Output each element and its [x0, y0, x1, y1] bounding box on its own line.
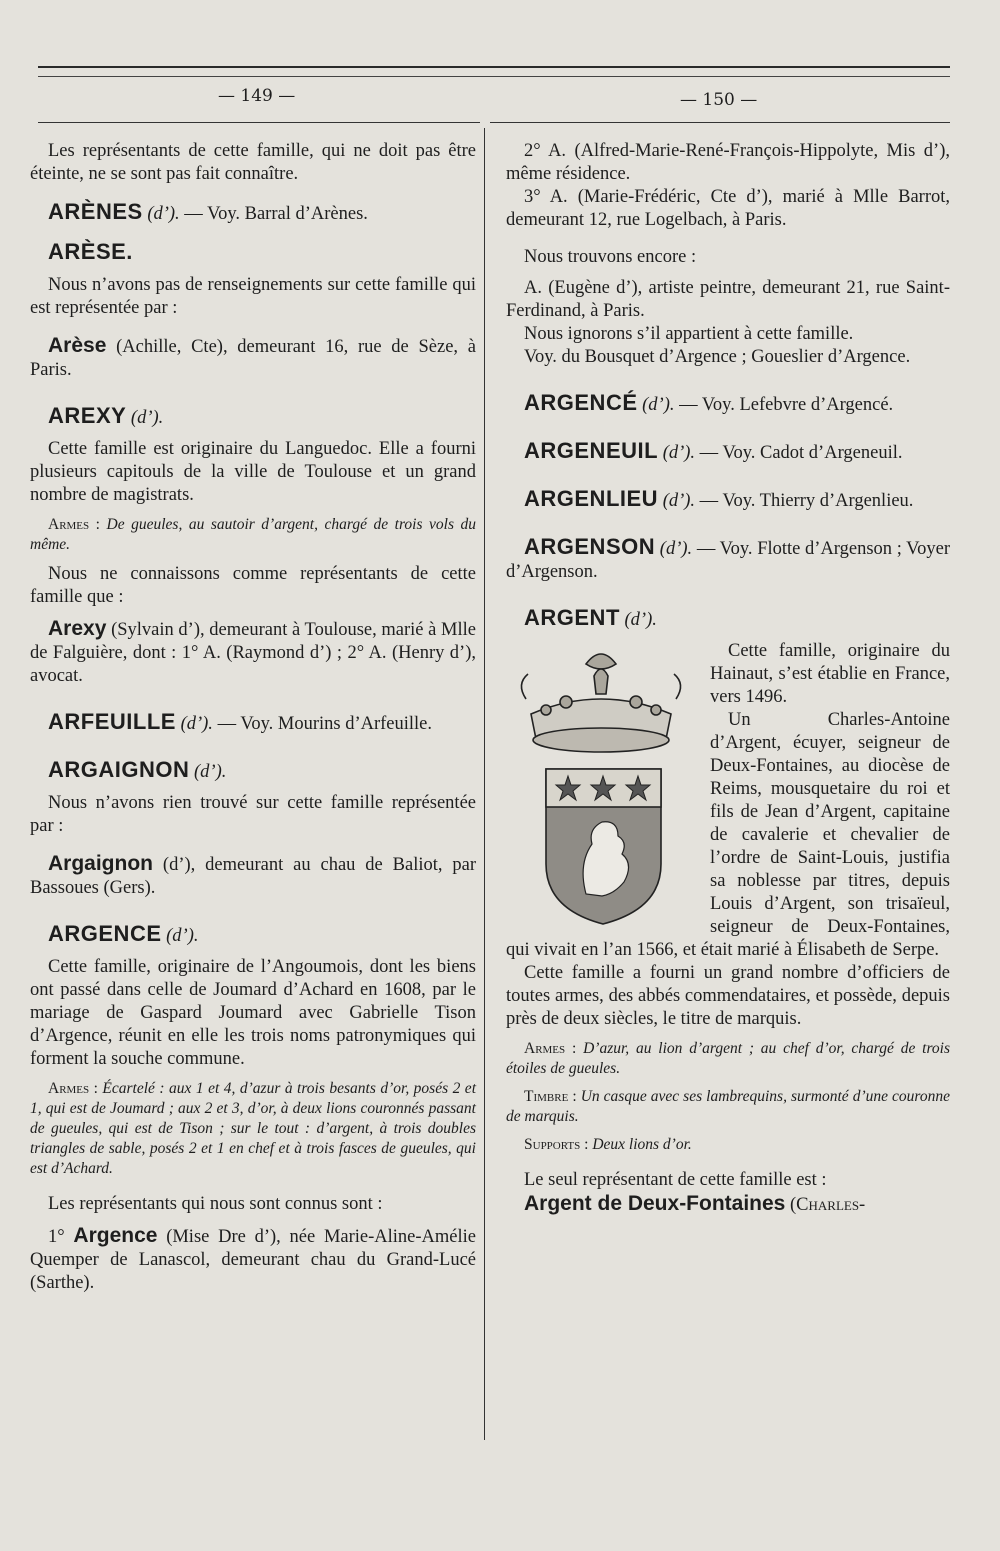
entry-heading: ARGENCÉ: [524, 390, 638, 415]
entry-argent: ARGENT (d’).: [524, 605, 657, 630]
paragraph: Cette famille est originaire du Languedoc. Elle a fourni plusieurs capitouls de la ville de Toulouse et un grand nombre de magistrats.: [30, 439, 476, 505]
paragraph: Les représentants qui nous sont connus sont :: [48, 1194, 383, 1214]
representative-name: Argence: [73, 1224, 158, 1247]
entry-argenlieu: ARGENLIEU (d’). — Voy. Thierry d’Argenlieu.: [524, 486, 914, 511]
representative-name: Argent de Deux-Fontaines: [524, 1192, 786, 1215]
entry-heading: ARÈNES: [48, 199, 143, 224]
page-number-left: — 149 —: [218, 86, 296, 106]
entry-argence-accent: ARGENCÉ (d’). — Voy. Lefebvre d’Argencé.: [524, 390, 894, 415]
paragraph: Cette famille, originaire du Hainaut, s’est établie en France, vers 1496.: [710, 641, 950, 707]
representative: 3° A. (Marie-Frédéric, Cte d’), marié à Mlle Barrot, demeurant 12, rue Logelbach, à Paris.: [506, 187, 950, 230]
entry-arfeuille: ARFEUILLE (d’). — Voy. Mourins d’Arfeuille.: [48, 709, 433, 734]
entry-heading: ARGENLIEU: [524, 486, 659, 511]
armes: Armes : Écartelé : aux 1 et 4, d’azur à trois besants d’or, posés 2 et 1, qui est de Joumard ; aux 2 et 3, d’or, à deux lions couronnés passant de gueules, qui est de Tison ; sur le tout : d’argent, à trois doubles triangles de sable, posés 2 et 1 en chef et à trois fasces de gueules, qui est d’Achard.: [30, 1080, 476, 1177]
representative: Argaignon (d’), demeurant au chau de Baliot, par Bassoues (Gers).: [30, 852, 477, 898]
armes: Armes : D’azur, au lion d’argent ; au chef d’or, chargé de trois étoiles de gueules.: [506, 1040, 950, 1077]
entry-arexy: AREXY (d’).: [48, 403, 164, 428]
paragraph: Nous trouvons encore :: [524, 247, 697, 267]
representative-name: Argaignon: [48, 852, 153, 875]
representative: 2° A. (Alfred-Marie-René-François-Hippolyte, Mis d’), même résidence.: [506, 141, 950, 184]
crown-icon: [521, 654, 680, 752]
entry-argence: ARGENCE (d’).: [48, 921, 199, 946]
page-number-right: — 150 —: [680, 90, 758, 110]
header-rule-right: [490, 122, 950, 123]
entry-arese: [30, 240, 476, 266]
cross-reference: Voy. du Bousquet d’Argence ; Goueslier d’Argence.: [524, 347, 911, 367]
entry-heading: ARGENT: [524, 605, 620, 630]
paragraph: Nous n’avons rien trouvé sur cette famille représentée par :: [30, 793, 476, 836]
crest-svg: [506, 644, 696, 932]
intro-paragraph: Les représentants de cette famille, qui ne doit pas être éteinte, ne se sont pas fait connaître.: [30, 141, 476, 184]
paragraph: Un Charles-Antoine d’Argent, écuyer, seigneur de Deux-Fontaines, au diocèse de Reims, mousquetaire du roi et fils de Jean d’Argent, capitaine de cavalerie et chevalier de l’ordre de Saint-Louis, justifia sa noblesse par titres, depuis Louis d’Argent, son trisaïeul, seigneur de Deux-Fontaines, qui vivait en l’an 1566, et était marié à Élisabeth de Serpe.: [506, 710, 950, 960]
armes: Armes : De gueules, au sautoir d’argent, chargé de trois vols du même.: [30, 516, 476, 553]
timbre: Timbre : Un casque avec ses lambrequins, surmonté d’une couronne de marquis.: [506, 1088, 951, 1125]
paragraph: Nous n’avons pas de renseignements sur cette famille qui est représentée par :: [30, 275, 476, 318]
entry-heading: AREXY: [48, 403, 127, 428]
representative: Arexy (Sylvain d’), demeurant à Toulouse, marié à Mlle de Falguière, dont : 1° A. (Raymond d’) ; 2° A. (Henry d’), avocat.: [30, 617, 476, 686]
entry-heading: ARGENSON: [524, 534, 656, 559]
supports: Supports : Deux lions d’or.: [524, 1136, 692, 1153]
entry-heading: ARGAIGNON: [48, 757, 190, 782]
entry-heading: ARFEUILLE: [48, 709, 176, 734]
representative: A. (Eugène d’), artiste peintre, demeurant 21, rue Saint-Ferdinand, à Paris.: [506, 278, 950, 321]
representative: 1° Argence (Mise Dre d’), née Marie-Aline-Amélie Quemper de Lanascol, demeurant chau du Grand-Lucé (Sarthe).: [30, 1224, 476, 1293]
paragraph: Nous ne connaissons comme représentants de cette famille que :: [30, 564, 476, 607]
entry-argeneuil: ARGENEUIL (d’). — Voy. Cadot d’Argeneuil.: [524, 438, 903, 463]
entry-heading: ARGENEUIL: [524, 438, 659, 463]
entry-argaignon: ARGAIGNON (d’).: [48, 757, 227, 782]
entry-argenson: ARGENSON (d’). — Voy. Flotte d’Argenson ; Voyer d’Argenson.: [506, 534, 951, 582]
column-divider: [484, 128, 485, 1440]
top-rule-inner: [38, 76, 950, 77]
paragraph: Cette famille, originaire de l’Angoumois, dont les biens ont passé dans celle de Joumard d’Achard en 1608, par le mariage de Gaspard Joumard avec Gabrielle Tison d’Argence, réunit en elle les trois noms patronymiques qui forment la souche commune.: [30, 957, 476, 1069]
entry-heading: ARGENCE: [48, 921, 162, 946]
representative: Arèse (Achille, Cte), demeurant 16, rue de Sèze, à Paris.: [30, 334, 476, 380]
paragraph: Le seul représentant de cette famille est :: [524, 1170, 827, 1190]
left-column: [30, 140, 476, 1295]
coat-of-arms-illustration: [506, 644, 696, 932]
representative-name: Arexy: [48, 617, 107, 640]
shield-icon: [546, 769, 661, 924]
header-rule-left: [38, 122, 480, 123]
right-column: [506, 140, 950, 1217]
representative-name: Arèse: [48, 334, 107, 357]
entry-heading: ARÈSE.: [48, 239, 133, 264]
paragraph: Nous ignorons s’il appartient à cette famille.: [524, 324, 854, 344]
paragraph: Cette famille a fourni un grand nombre d’officiers de toutes armes, des abbés commendataires, et possède, depuis près de deux siècles, le titre de marquis.: [506, 963, 950, 1029]
entry-arenes: ARÈNES (d’). — Voy. Barral d’Arènes.: [48, 199, 368, 224]
representative: Argent de Deux-Fontaines (Charles-: [524, 1192, 866, 1215]
top-rule: [38, 66, 950, 68]
